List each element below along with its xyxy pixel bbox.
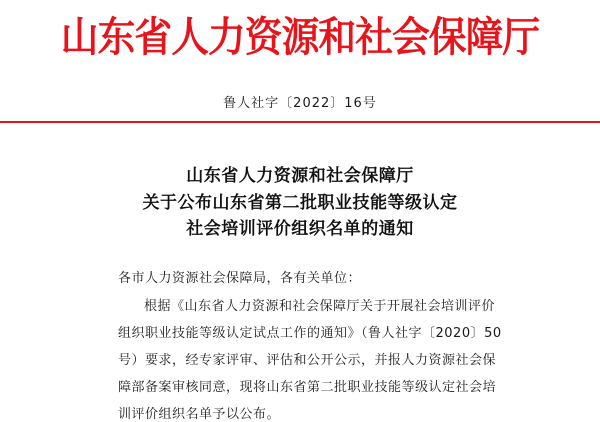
document-number: 鲁人社字〔2022〕16号 [223,96,377,111]
notice-title-line-1: 山东省人力资源和社会保障厅 [186,166,414,186]
paragraph-line: 障部备案审核同意，现将山东省第二批职业技能等级认定社会培 [118,380,497,395]
paragraph-line: 组织职业技能等级认定试点工作的通知》（鲁人社字〔2020〕50 [118,326,502,341]
notice-title-line-3: 社会培训评价组织名单的通知 [186,219,414,239]
letterhead-title: 山东省人力资源和社会保障厅 [60,13,540,61]
salutation: 各市人力资源社会保障局，各有关单位： [118,271,362,286]
red-divider-line [0,121,600,123]
notice-title-line-2: 关于公布山东省第二批职业技能等级认定 [142,193,458,213]
paragraph-line: 根据《山东省人力资源和社会保障厅关于开展社会培训评价 [144,299,496,314]
paragraph-line: 训评价组织名单予以公布。 [118,407,281,422]
paragraph-line: 号）要求，经专家评审、评估和公开公示，并报人力资源社会保 [118,353,497,368]
